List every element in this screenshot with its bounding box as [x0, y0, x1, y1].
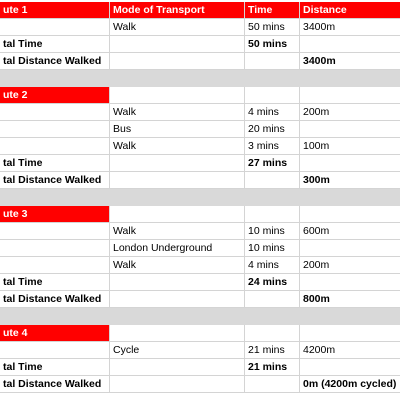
mode-cell[interactable]: Walk	[110, 104, 245, 121]
header-distance-cell[interactable]: Distance	[300, 2, 400, 19]
mode-cell[interactable]	[110, 359, 245, 376]
time-cell[interactable]	[245, 325, 300, 342]
table-row	[0, 257, 400, 274]
distance-cell[interactable]	[300, 325, 400, 342]
route-title-cell[interactable]: ute 3	[0, 206, 110, 223]
distance-cell[interactable]: 3400m	[300, 19, 400, 36]
route-cell[interactable]	[0, 121, 110, 138]
total-time-row	[0, 359, 400, 376]
separator-row	[0, 308, 400, 325]
table-row	[0, 121, 400, 138]
route-title-cell[interactable]: ute 2	[0, 87, 110, 104]
distance-cell[interactable]	[300, 274, 400, 291]
mode-cell[interactable]	[110, 172, 245, 189]
separator-row	[0, 70, 400, 87]
route-header-row	[0, 87, 400, 104]
time-cell[interactable]: 4 mins	[245, 257, 300, 274]
table-row	[0, 104, 400, 121]
time-cell[interactable]	[245, 87, 300, 104]
mode-cell[interactable]	[110, 206, 245, 223]
total-time-value[interactable]: 24 mins	[245, 274, 300, 291]
total-distance-label[interactable]: tal Distance Walked	[0, 53, 110, 70]
mode-cell[interactable]	[110, 376, 245, 393]
time-cell[interactable]	[245, 53, 300, 70]
route-cell[interactable]	[0, 342, 110, 359]
route-cell[interactable]	[0, 240, 110, 257]
distance-cell[interactable]	[300, 121, 400, 138]
table-row	[0, 138, 400, 155]
time-cell[interactable]: 21 mins	[245, 342, 300, 359]
total-time-label[interactable]: tal Time	[0, 36, 110, 53]
distance-cell[interactable]	[300, 206, 400, 223]
time-cell[interactable]: 50 mins	[245, 19, 300, 36]
mode-cell[interactable]	[110, 291, 245, 308]
distance-cell[interactable]: 4200m	[300, 342, 400, 359]
total-time-value[interactable]: 50 mins	[245, 36, 300, 53]
distance-cell[interactable]: 600m	[300, 223, 400, 240]
time-cell[interactable]: 10 mins	[245, 240, 300, 257]
total-distance-label[interactable]: tal Distance Walked	[0, 172, 110, 189]
distance-cell[interactable]	[300, 36, 400, 53]
header-time-cell[interactable]: Time	[245, 2, 300, 19]
route-cell[interactable]	[0, 19, 110, 36]
time-cell[interactable]	[245, 206, 300, 223]
total-distance-row	[0, 172, 400, 189]
separator-row	[0, 189, 400, 206]
total-distance-label[interactable]: tal Distance Walked	[0, 376, 110, 393]
mode-cell[interactable]: London Underground	[110, 240, 245, 257]
time-cell[interactable]: 20 mins	[245, 121, 300, 138]
distance-cell[interactable]: 100m	[300, 138, 400, 155]
total-time-row	[0, 155, 400, 172]
total-time-value[interactable]: 27 mins	[245, 155, 300, 172]
total-time-label[interactable]: tal Time	[0, 274, 110, 291]
mode-cell[interactable]: Walk	[110, 223, 245, 240]
table-row	[0, 342, 400, 359]
mode-cell[interactable]	[110, 155, 245, 172]
route-title-cell[interactable]: ute 4	[0, 325, 110, 342]
total-distance-row	[0, 376, 400, 393]
route-cell[interactable]	[0, 104, 110, 121]
distance-cell[interactable]: 200m	[300, 104, 400, 121]
total-time-label[interactable]: tal Time	[0, 359, 110, 376]
header-row	[0, 2, 400, 19]
table-row	[0, 19, 400, 36]
distance-cell[interactable]	[300, 155, 400, 172]
distance-cell[interactable]	[300, 87, 400, 104]
mode-cell[interactable]: Cycle	[110, 342, 245, 359]
total-distance-row	[0, 53, 400, 70]
time-cell[interactable]	[245, 172, 300, 189]
total-distance-value[interactable]: 3400m	[300, 53, 400, 70]
mode-cell[interactable]	[110, 36, 245, 53]
time-cell[interactable]: 10 mins	[245, 223, 300, 240]
distance-cell[interactable]	[300, 240, 400, 257]
route-header-row	[0, 325, 400, 342]
total-distance-row	[0, 291, 400, 308]
mode-cell[interactable]	[110, 87, 245, 104]
total-distance-label[interactable]: tal Distance Walked	[0, 291, 110, 308]
mode-cell[interactable]: Walk	[110, 138, 245, 155]
total-distance-value[interactable]: 800m	[300, 291, 400, 308]
total-distance-value[interactable]: 300m	[300, 172, 400, 189]
time-cell[interactable]: 3 mins	[245, 138, 300, 155]
time-cell[interactable]	[245, 291, 300, 308]
table-row	[0, 240, 400, 257]
total-time-value[interactable]: 21 mins	[245, 359, 300, 376]
mode-cell[interactable]	[110, 325, 245, 342]
route-header-row	[0, 206, 400, 223]
route-cell[interactable]	[0, 257, 110, 274]
header-mode-cell[interactable]: Mode of Transport	[110, 2, 245, 19]
mode-cell[interactable]: Walk	[110, 257, 245, 274]
mode-cell[interactable]: Bus	[110, 121, 245, 138]
total-time-row	[0, 274, 400, 291]
total-distance-value[interactable]: 0m (4200m cycled)	[300, 376, 400, 393]
mode-cell[interactable]: Walk	[110, 19, 245, 36]
mode-cell[interactable]	[110, 53, 245, 70]
header-route-cell[interactable]: ute 1	[0, 2, 110, 19]
route-cell[interactable]	[0, 223, 110, 240]
distance-cell[interactable]: 200m	[300, 257, 400, 274]
total-time-label[interactable]: tal Time	[0, 155, 110, 172]
table-row	[0, 223, 400, 240]
distance-cell[interactable]	[300, 359, 400, 376]
total-time-row	[0, 36, 400, 53]
time-cell[interactable]: 4 mins	[245, 104, 300, 121]
time-cell[interactable]	[245, 376, 300, 393]
route-cell[interactable]	[0, 138, 110, 155]
mode-cell[interactable]	[110, 274, 245, 291]
